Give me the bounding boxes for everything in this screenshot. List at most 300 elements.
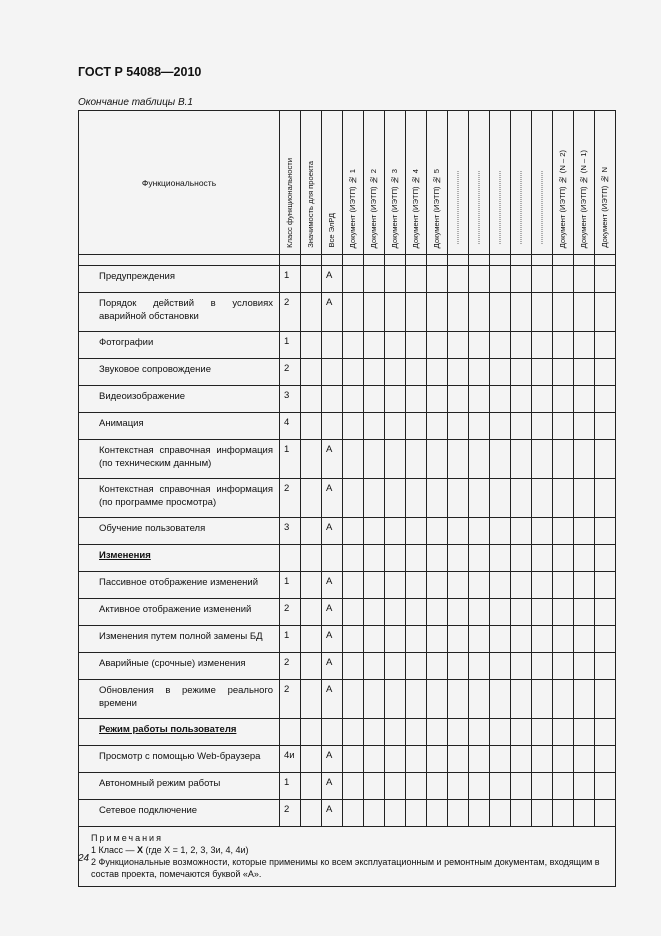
table-row [79,626,616,653]
row-doc-cell [343,386,364,413]
row-doc-cell [553,773,574,800]
row-doc-cell [490,386,511,413]
notes-row [79,827,616,887]
row-doc-cell [343,359,364,386]
row-doc-cell [469,386,490,413]
table-row [79,266,616,293]
row-doc-cell [406,653,427,680]
column-header-doc1: Документ (ИЭТП) № 1 [343,111,364,255]
row-doc-cell [532,680,553,719]
row-class-value: 2 [280,359,301,386]
row-doc-cell [553,572,574,599]
section-title-changes: Изменения [79,545,280,572]
notes-title: Примечания [91,833,163,843]
row-significance-cell [301,599,322,626]
row-function-name: Просмотр с помощью Web-браузера [79,746,280,773]
row-class-value: 3 [280,518,301,545]
row-doc-cell [574,626,595,653]
row-doc-cell [553,293,574,332]
row-significance-cell [301,680,322,719]
row-doc-cell [364,386,385,413]
table-row [79,386,616,413]
row-doc-cell [406,680,427,719]
table-row [79,293,616,332]
row-doc-cell [574,479,595,518]
row-doc-cell [532,293,553,332]
row-doc-cell [427,413,448,440]
row-doc-cell [448,479,469,518]
row-doc-cell [574,266,595,293]
row-doc-cell [511,572,532,599]
row-doc-cell [532,773,553,800]
header-row [79,111,616,255]
row-doc-cell [595,479,616,518]
row-doc-cell [595,680,616,719]
row-significance-cell [301,386,322,413]
column-header-doc2: Документ (ИЭТП) № 2 [364,111,385,255]
row-significance-cell [301,653,322,680]
row-doc-cell [364,332,385,359]
row-doc-cell [364,413,385,440]
column-header-docN: Документ (ИЭТП) № N [595,111,616,255]
row-doc-cell [595,653,616,680]
row-doc-cell [385,800,406,827]
row-doc-cell [364,746,385,773]
row-doc-cell [532,626,553,653]
row-all-docs-value: А [322,572,343,599]
row-doc-cell [595,293,616,332]
row-doc-cell [406,800,427,827]
row-class-value: 1 [280,332,301,359]
row-doc-cell [406,626,427,653]
row-doc-cell [427,332,448,359]
table-row [79,440,616,479]
column-header-significance: Значимость для проекта [301,111,322,255]
table-body-user-mode [79,746,616,827]
row-doc-cell [532,746,553,773]
row-doc-cell [595,266,616,293]
row-function-name: Контекстная справочная информация (по техническим данным) [79,440,280,479]
row-doc-cell [511,479,532,518]
row-doc-cell [490,413,511,440]
note-1: 1 Класс — X (где X = 1, 2, 3, 3и, 4, 4и) [91,845,249,855]
row-class-value: 1 [280,572,301,599]
column-header-docN2: Документ (ИЭТП) № (N – 2) [553,111,574,255]
row-doc-cell [469,266,490,293]
row-significance-cell [301,800,322,827]
row-doc-cell [574,413,595,440]
row-doc-cell [574,332,595,359]
row-doc-cell [427,599,448,626]
row-all-docs-value: А [322,680,343,719]
row-doc-cell [385,518,406,545]
row-doc-cell [553,386,574,413]
row-doc-cell [427,359,448,386]
row-doc-cell [511,266,532,293]
row-doc-cell [385,653,406,680]
page-number: 24 [78,853,90,864]
row-doc-cell [385,479,406,518]
row-doc-cell [553,266,574,293]
row-all-docs-value: А [322,626,343,653]
row-doc-cell [511,680,532,719]
row-doc-cell [553,599,574,626]
row-doc-cell [448,359,469,386]
row-doc-cell [406,386,427,413]
row-doc-cell [511,626,532,653]
section-row [79,545,616,572]
row-doc-cell [469,626,490,653]
row-doc-cell [448,599,469,626]
row-doc-cell [343,746,364,773]
row-doc-cell [553,626,574,653]
row-doc-cell [469,599,490,626]
table-row [79,599,616,626]
row-doc-cell [343,440,364,479]
table-caption: Окончание таблицы В.1 [78,97,193,108]
row-doc-cell [469,332,490,359]
row-doc-cell [448,626,469,653]
row-doc-cell [406,413,427,440]
row-doc-cell [532,332,553,359]
row-doc-cell [427,440,448,479]
row-doc-cell [448,680,469,719]
row-doc-cell [343,518,364,545]
row-doc-cell [469,359,490,386]
row-doc-cell [448,332,469,359]
row-doc-cell [511,773,532,800]
row-all-docs-value: А [322,773,343,800]
row-class-value: 2 [280,599,301,626]
row-doc-cell [532,359,553,386]
row-doc-cell [406,332,427,359]
row-doc-cell [343,626,364,653]
row-doc-cell [343,653,364,680]
row-class-value: 1 [280,440,301,479]
row-doc-cell [532,572,553,599]
row-doc-cell [595,773,616,800]
column-header-ellipsis [511,111,532,255]
section-title-user-mode: Режим работы пользователя [79,719,280,746]
row-all-docs-value [322,359,343,386]
row-doc-cell [532,518,553,545]
row-class-value: 4 [280,413,301,440]
column-header-doc5: Документ (ИЭТП) № 5 [427,111,448,255]
row-doc-cell [511,386,532,413]
row-doc-cell [490,572,511,599]
row-doc-cell [553,653,574,680]
row-significance-cell [301,359,322,386]
row-doc-cell [532,800,553,827]
row-doc-cell [553,413,574,440]
row-class-value: 2 [280,800,301,827]
table-row [79,332,616,359]
row-doc-cell [385,599,406,626]
row-class-value: 1 [280,266,301,293]
row-doc-cell [490,800,511,827]
row-doc-cell [553,746,574,773]
row-doc-cell [406,479,427,518]
row-function-name: Изменения путем полной замены БД [79,626,280,653]
row-doc-cell [490,518,511,545]
table-row [79,479,616,518]
table-body-main [79,266,616,545]
row-doc-cell [385,386,406,413]
row-class-value: 2 [280,479,301,518]
section-row [79,719,616,746]
row-doc-cell [511,800,532,827]
row-all-docs-value: А [322,653,343,680]
row-doc-cell [574,359,595,386]
row-doc-cell [406,518,427,545]
row-doc-cell [574,746,595,773]
row-doc-cell [469,746,490,773]
row-doc-cell [553,479,574,518]
row-class-value: 2 [280,293,301,332]
row-doc-cell [490,293,511,332]
table-row [79,518,616,545]
row-doc-cell [364,626,385,653]
row-doc-cell [364,293,385,332]
row-all-docs-value: А [322,266,343,293]
row-significance-cell [301,293,322,332]
column-header-doc3: Документ (ИЭТП) № 3 [385,111,406,255]
row-doc-cell [364,479,385,518]
row-doc-cell [532,440,553,479]
row-significance-cell [301,518,322,545]
table-row [79,773,616,800]
row-doc-cell [343,479,364,518]
row-doc-cell [532,599,553,626]
row-function-name: Пассивное отображение изменений [79,572,280,599]
row-doc-cell [364,518,385,545]
row-function-name: Порядок действий в условиях аварийной обстановки [79,293,280,332]
row-function-name: Контекстная справочная информация (по программе просмотра) [79,479,280,518]
row-doc-cell [427,572,448,599]
row-doc-cell [448,800,469,827]
row-doc-cell [364,680,385,719]
table-row [79,359,616,386]
column-header-ellipsis [469,111,490,255]
column-header-docN1: Документ (ИЭТП) № (N – 1) [574,111,595,255]
row-doc-cell [490,440,511,479]
row-doc-cell [574,653,595,680]
row-doc-cell [511,332,532,359]
table-row [79,572,616,599]
row-doc-cell [469,680,490,719]
row-doc-cell [469,413,490,440]
row-doc-cell [385,626,406,653]
table-body-changes [79,572,616,719]
row-doc-cell [343,572,364,599]
row-doc-cell [406,599,427,626]
row-doc-cell [595,800,616,827]
row-doc-cell [532,386,553,413]
row-class-value: 1 [280,626,301,653]
column-header-all-docs: Все ЭлРД [322,111,343,255]
row-doc-cell [448,413,469,440]
row-function-name: Сетевое подключение [79,800,280,827]
row-doc-cell [574,293,595,332]
row-doc-cell [511,518,532,545]
row-doc-cell [574,440,595,479]
row-doc-cell [595,386,616,413]
row-doc-cell [427,266,448,293]
row-doc-cell [343,266,364,293]
row-doc-cell [532,413,553,440]
row-doc-cell [574,599,595,626]
row-doc-cell [553,359,574,386]
row-doc-cell [532,266,553,293]
row-significance-cell [301,479,322,518]
row-doc-cell [343,293,364,332]
row-all-docs-value [322,386,343,413]
table-row [79,413,616,440]
row-doc-cell [427,479,448,518]
row-doc-cell [490,773,511,800]
row-doc-cell [511,413,532,440]
row-doc-cell [343,773,364,800]
row-all-docs-value: А [322,479,343,518]
row-doc-cell [385,746,406,773]
row-doc-cell [553,680,574,719]
row-doc-cell [448,440,469,479]
row-all-docs-value: А [322,518,343,545]
row-doc-cell [364,572,385,599]
row-function-name: Фотографии [79,332,280,359]
row-doc-cell [511,653,532,680]
row-doc-cell [385,572,406,599]
spacer-row [79,255,616,266]
row-doc-cell [574,386,595,413]
row-all-docs-value [322,332,343,359]
row-doc-cell [385,413,406,440]
row-doc-cell [511,440,532,479]
row-doc-cell [427,626,448,653]
row-doc-cell [343,413,364,440]
row-doc-cell [385,359,406,386]
row-doc-cell [469,518,490,545]
row-doc-cell [427,773,448,800]
row-doc-cell [511,359,532,386]
row-function-name: Видеоизображение [79,386,280,413]
row-doc-cell [427,518,448,545]
row-doc-cell [553,440,574,479]
row-doc-cell [448,386,469,413]
row-doc-cell [595,440,616,479]
row-doc-cell [595,413,616,440]
row-significance-cell [301,572,322,599]
row-doc-cell [364,440,385,479]
row-doc-cell [364,773,385,800]
row-doc-cell [490,359,511,386]
row-doc-cell [406,440,427,479]
row-doc-cell [490,626,511,653]
row-doc-cell [448,746,469,773]
row-function-name: Звуковое сопровождение [79,359,280,386]
table-row [79,653,616,680]
row-doc-cell [364,653,385,680]
row-doc-cell [364,266,385,293]
row-significance-cell [301,773,322,800]
row-significance-cell [301,746,322,773]
row-doc-cell [490,479,511,518]
row-function-name: Обучение пользователя [79,518,280,545]
row-doc-cell [364,359,385,386]
row-doc-cell [469,773,490,800]
row-doc-cell [553,518,574,545]
row-doc-cell [490,266,511,293]
row-all-docs-value: А [322,440,343,479]
row-class-value: 3 [280,386,301,413]
row-doc-cell [406,572,427,599]
row-significance-cell [301,332,322,359]
column-header-doc4: Документ (ИЭТП) № 4 [406,111,427,255]
row-doc-cell [469,293,490,332]
row-doc-cell [553,332,574,359]
row-doc-cell [595,572,616,599]
row-doc-cell [343,680,364,719]
row-doc-cell [406,266,427,293]
row-significance-cell [301,440,322,479]
row-doc-cell [574,572,595,599]
row-doc-cell [385,680,406,719]
row-doc-cell [574,773,595,800]
row-doc-cell [574,800,595,827]
row-doc-cell [448,293,469,332]
row-all-docs-value: А [322,599,343,626]
row-doc-cell [490,599,511,626]
row-doc-cell [448,518,469,545]
column-header-class: Класс функциональности [280,111,301,255]
row-doc-cell [427,746,448,773]
row-significance-cell [301,413,322,440]
row-doc-cell [427,293,448,332]
row-doc-cell [343,332,364,359]
row-doc-cell [406,746,427,773]
row-doc-cell [490,653,511,680]
row-class-value: 1 [280,773,301,800]
row-class-value: 4и [280,746,301,773]
row-all-docs-value: А [322,800,343,827]
row-doc-cell [511,599,532,626]
row-doc-cell [343,599,364,626]
note-2: 2 Функциональные возможности, которые применимы ко всем эксплуатационным и ремонтным документам, входящим в состав проекта, помечаются буквой «А». [91,857,600,879]
row-doc-cell [532,653,553,680]
column-header-function: Функциональность [79,111,280,255]
row-doc-cell [427,653,448,680]
row-all-docs-value: А [322,746,343,773]
row-doc-cell [469,572,490,599]
row-class-value: 2 [280,680,301,719]
row-significance-cell [301,626,322,653]
row-doc-cell [595,599,616,626]
row-doc-cell [490,746,511,773]
row-doc-cell [553,800,574,827]
row-function-name: Анимация [79,413,280,440]
row-doc-cell [385,332,406,359]
notes-cell [79,827,616,887]
row-doc-cell [448,653,469,680]
row-doc-cell [364,800,385,827]
row-doc-cell [385,266,406,293]
row-doc-cell [364,599,385,626]
row-doc-cell [595,332,616,359]
row-doc-cell [385,293,406,332]
row-doc-cell [574,680,595,719]
row-significance-cell [301,266,322,293]
row-doc-cell [469,653,490,680]
